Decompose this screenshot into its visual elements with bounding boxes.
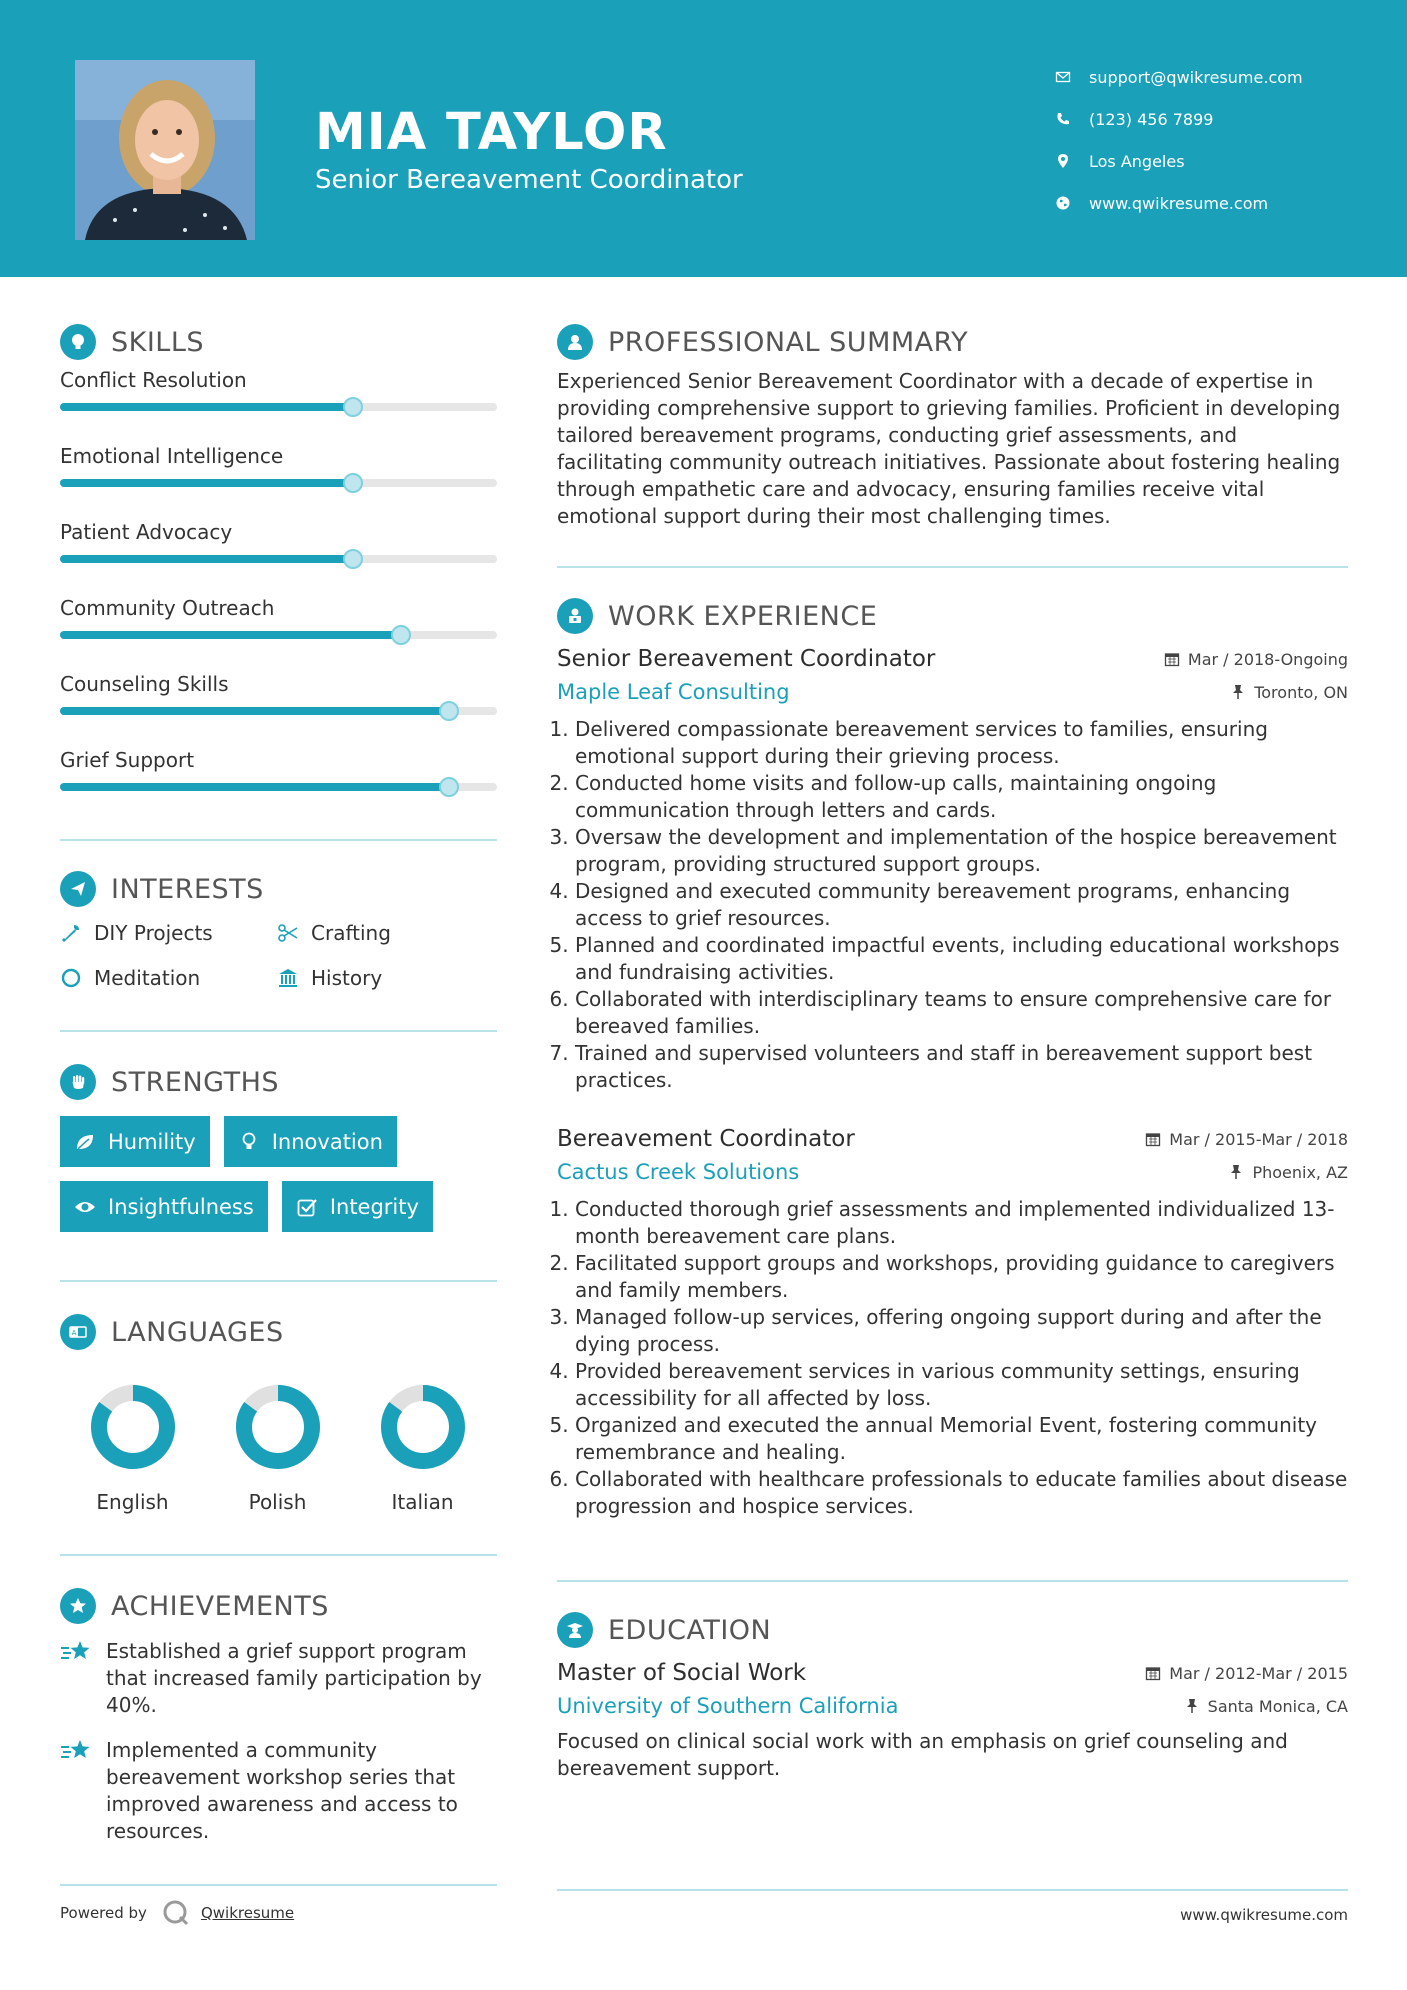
skill-item <box>60 364 497 440</box>
contact-email[interactable] <box>1055 56 1303 98</box>
leaf-icon <box>74 1131 96 1153</box>
skill-item <box>60 516 497 592</box>
lightbulb-icon <box>60 324 96 360</box>
interest-label: Meditation <box>94 966 201 990</box>
job-location <box>1228 1163 1348 1182</box>
skill-bar-fill <box>60 783 449 791</box>
skills-title: SKILLS <box>111 326 205 358</box>
job-bullet: 3. Managed follow-up services, offering ongoing support during and after the dying process. <box>575 1304 1348 1358</box>
bank-icon <box>277 967 299 989</box>
job-entry <box>557 1126 1348 1520</box>
lightbulb-icon <box>238 1131 260 1153</box>
strength-badge <box>60 1181 268 1232</box>
language-icon <box>60 1314 96 1350</box>
strength-badge <box>224 1116 397 1167</box>
eye-icon <box>74 1196 96 1218</box>
skill-name: Conflict Resolution <box>60 368 247 392</box>
education-location <box>1184 1697 1348 1716</box>
job-bullet: 7. Trained and supervised volunteers and staff in bereavement support best practices. <box>575 1040 1348 1094</box>
language-item <box>60 1382 205 1514</box>
education-date-text: Mar / 2012-Mar / 2015 <box>1169 1663 1348 1683</box>
language-name: English <box>96 1490 169 1514</box>
achievements-title: ACHIEVEMENTS <box>111 1590 329 1622</box>
experience-title: WORK EXPERIENCE <box>608 600 878 632</box>
resume-header <box>0 0 1407 277</box>
profile-photo <box>75 60 255 240</box>
right-column <box>557 322 1348 1782</box>
interest-label: History <box>311 966 383 990</box>
achievements-header <box>60 1586 497 1626</box>
achievement-item <box>60 1638 497 1719</box>
section-divider <box>557 566 1348 568</box>
briefcase-user-icon <box>557 598 593 634</box>
job-bullet: 1. Conducted thorough grief assessments and implemented individualized 13-month bereavement care plans. <box>575 1196 1348 1250</box>
star-badge-icon <box>60 1588 96 1624</box>
language-name: Polish <box>248 1490 307 1514</box>
shooting-star-icon <box>60 1737 94 1767</box>
map-pin-icon <box>1055 153 1071 169</box>
pushpin-icon <box>1230 684 1246 700</box>
job-bullet: 3. Oversaw the development and implementation of the hospice bereavement program, providing structured support groups. <box>575 824 1348 878</box>
footer-powered-by <box>60 1898 294 1928</box>
section-divider <box>557 1580 1348 1582</box>
contact-location <box>1055 140 1303 182</box>
strength-label: Innovation <box>271 1129 383 1154</box>
section-divider <box>60 1554 497 1556</box>
skill-name: Counseling Skills <box>60 672 229 696</box>
skill-item <box>60 592 497 668</box>
scissors-icon <box>277 922 299 944</box>
contact-phone-text: (123) 456 7899 <box>1089 109 1214 129</box>
interest-label: DIY Projects <box>94 921 213 945</box>
skill-item <box>60 668 497 744</box>
achievement-item <box>60 1737 497 1845</box>
wrench-icon <box>60 922 82 944</box>
achievement-text: Established a grief support program that increased family participation by 40%. <box>106 1639 482 1717</box>
job-title: Bereavement Coordinator <box>557 1126 855 1152</box>
contact-phone[interactable] <box>1055 98 1303 140</box>
job-date <box>1145 1130 1348 1149</box>
calendar-icon <box>1164 651 1180 667</box>
interests-header <box>60 869 497 909</box>
calendar-icon <box>1145 1131 1161 1147</box>
job-bullet: 1. Delivered compassionate bereavement services to families, ensuring emotional support during their grieving process. <box>575 716 1348 770</box>
skill-bar <box>60 631 497 639</box>
skill-item <box>60 440 497 516</box>
shooting-star-icon <box>60 1638 94 1668</box>
skill-name: Grief Support <box>60 748 195 772</box>
skill-bar-knob <box>343 397 363 417</box>
education-entry <box>557 1660 1348 1782</box>
job-bullet: 5. Organized and executed the annual Memorial Event, fostering community remembrance and healing. <box>575 1412 1348 1466</box>
pushpin-icon <box>1228 1164 1244 1180</box>
graduate-icon <box>557 1612 593 1648</box>
section-divider <box>557 1889 1348 1891</box>
job-bullet: 4. Designed and executed community bereavement programs, enhancing access to grief resources. <box>575 878 1348 932</box>
interests-list <box>60 919 497 992</box>
section-divider <box>60 1884 497 1886</box>
paper-plane-icon <box>60 871 96 907</box>
education-location-text: Santa Monica, CA <box>1207 1696 1348 1716</box>
skill-bar-fill <box>60 707 449 715</box>
skill-name: Patient Advocacy <box>60 520 233 544</box>
education-header <box>557 1610 1348 1650</box>
candidate-title: Senior Bereavement Coordinator <box>315 165 743 195</box>
skill-bar-knob <box>343 473 363 493</box>
job-date <box>1164 650 1348 669</box>
qwikresume-link[interactable]: Qwikresume <box>200 1904 295 1922</box>
skill-bar <box>60 555 497 563</box>
job-company[interactable]: Maple Leaf Consulting <box>557 680 790 704</box>
job-date-text: Mar / 2018-Ongoing <box>1187 649 1348 669</box>
interest-item <box>277 964 497 992</box>
job-location-text: Toronto, ON <box>1254 682 1348 702</box>
contact-location-text: Los Angeles <box>1089 151 1185 171</box>
skill-bar-fill <box>60 555 353 563</box>
envelope-icon <box>1055 69 1071 85</box>
language-item <box>205 1382 350 1514</box>
job-bullets <box>557 1196 1348 1520</box>
calendar-icon <box>1145 1665 1161 1681</box>
job-bullet: 2. Facilitated support groups and workshops, providing guidance to caregivers and family members. <box>575 1250 1348 1304</box>
skill-bar <box>60 403 497 411</box>
language-donut <box>378 1382 468 1472</box>
circle-icon <box>60 967 82 989</box>
job-bullet: 5. Planned and coordinated impactful events, including educational workshops and fundraising activities. <box>575 932 1348 986</box>
hand-icon <box>60 1064 96 1100</box>
left-column <box>60 322 497 1863</box>
section-divider <box>60 1030 497 1032</box>
phone-icon <box>1055 111 1071 127</box>
summary-header <box>557 322 1348 362</box>
education-degree: Master of Social Work <box>557 1660 807 1686</box>
summary-title: PROFESSIONAL SUMMARY <box>608 326 969 358</box>
skill-bar-knob <box>343 549 363 569</box>
education-title: EDUCATION <box>608 1614 772 1646</box>
user-icon <box>557 324 593 360</box>
check-square-icon <box>296 1196 318 1218</box>
contact-website-text: www.qwikresume.com <box>1089 193 1269 213</box>
job-location-text: Phoenix, AZ <box>1252 1162 1348 1182</box>
strength-label: Humility <box>108 1129 196 1154</box>
language-donut <box>233 1382 323 1472</box>
education-description: Focused on clinical social work with an emphasis on grief counseling and bereavement support. <box>557 1729 1288 1780</box>
strength-badge <box>282 1181 433 1232</box>
job-bullet: 6. Collaborated with interdisciplinary teams to ensure comprehensive care for bereaved families. <box>575 986 1348 1040</box>
strengths-list <box>60 1116 497 1232</box>
contact-website[interactable] <box>1055 182 1303 224</box>
powered-by-label: Powered by <box>60 1904 147 1922</box>
education-date <box>1145 1664 1348 1683</box>
footer-website[interactable]: www.qwikresume.com <box>1180 1906 1348 1924</box>
languages-header <box>60 1312 497 1352</box>
education-school[interactable]: University of Southern California <box>557 1694 899 1718</box>
contact-email-text: support@qwikresume.com <box>1089 67 1303 87</box>
job-title: Senior Bereavement Coordinator <box>557 646 936 672</box>
skill-bar-fill <box>60 479 353 487</box>
job-entry <box>557 646 1348 1094</box>
svg-text:A: A <box>71 1329 77 1337</box>
skill-bar-knob <box>391 625 411 645</box>
interest-item <box>60 964 277 992</box>
job-bullet: 2. Conducted home visits and follow-up calls, maintaining ongoing communication through letters and cards. <box>575 770 1348 824</box>
language-donut <box>88 1382 178 1472</box>
job-bullet: 4. Provided bereavement services in various community settings, ensuring accessibility for all affected by loss. <box>575 1358 1348 1412</box>
job-company[interactable]: Cactus Creek Solutions <box>557 1160 800 1184</box>
job-date-text: Mar / 2015-Mar / 2018 <box>1169 1129 1348 1149</box>
skill-name: Emotional Intelligence <box>60 444 284 468</box>
skill-bar <box>60 479 497 487</box>
job-bullets <box>557 716 1348 1094</box>
skill-bar <box>60 707 497 715</box>
strength-label: Integrity <box>329 1194 419 1219</box>
skill-item <box>60 744 497 820</box>
strengths-header <box>60 1062 497 1102</box>
achievement-text: Implemented a community bereavement workshop series that improved awareness and access to resources. <box>106 1738 458 1843</box>
interests-title: INTERESTS <box>111 873 264 905</box>
languages-list <box>60 1382 497 1514</box>
candidate-name: MIA TAYLOR <box>315 103 668 162</box>
skill-name: Community Outreach <box>60 596 275 620</box>
skill-bar-knob <box>439 701 459 721</box>
job-bullet: 6. Collaborated with healthcare professionals to educate families about disease progression and hospice services. <box>575 1466 1348 1520</box>
strength-badge <box>60 1116 210 1167</box>
language-item <box>350 1382 495 1514</box>
skills-header <box>60 322 497 362</box>
skill-bar <box>60 783 497 791</box>
summary-text: Experienced Senior Bereavement Coordinator with a decade of expertise in providing comprehensive support to grieving families. Proficient in developing tailored bereavement programs, conducting grief assessments, and facilitating community outreach initiatives. Passionate about fostering healing through empathetic care and advocacy, ensuring families receive vital emotional support during their most challenging times. <box>557 369 1341 528</box>
strength-label: Insightfulness <box>108 1194 254 1219</box>
interest-item <box>277 919 497 947</box>
interest-label: Crafting <box>311 921 391 945</box>
globe-icon <box>1055 195 1071 211</box>
section-divider <box>60 1280 497 1282</box>
interest-item <box>60 919 277 947</box>
language-name: Italian <box>391 1490 454 1514</box>
contact-list <box>1055 56 1303 224</box>
achievements-list <box>60 1638 497 1845</box>
skills-list <box>60 364 497 820</box>
skill-bar-fill <box>60 631 401 639</box>
pushpin-icon <box>1184 1698 1200 1714</box>
job-location <box>1230 683 1348 702</box>
skill-bar-knob <box>439 777 459 797</box>
skill-bar-fill <box>60 403 353 411</box>
qwikresume-logo-icon <box>161 1898 191 1928</box>
experience-header <box>557 596 1348 636</box>
section-divider <box>60 839 497 841</box>
strengths-title: STRENGTHS <box>111 1066 280 1098</box>
languages-title: LANGUAGES <box>111 1316 284 1348</box>
